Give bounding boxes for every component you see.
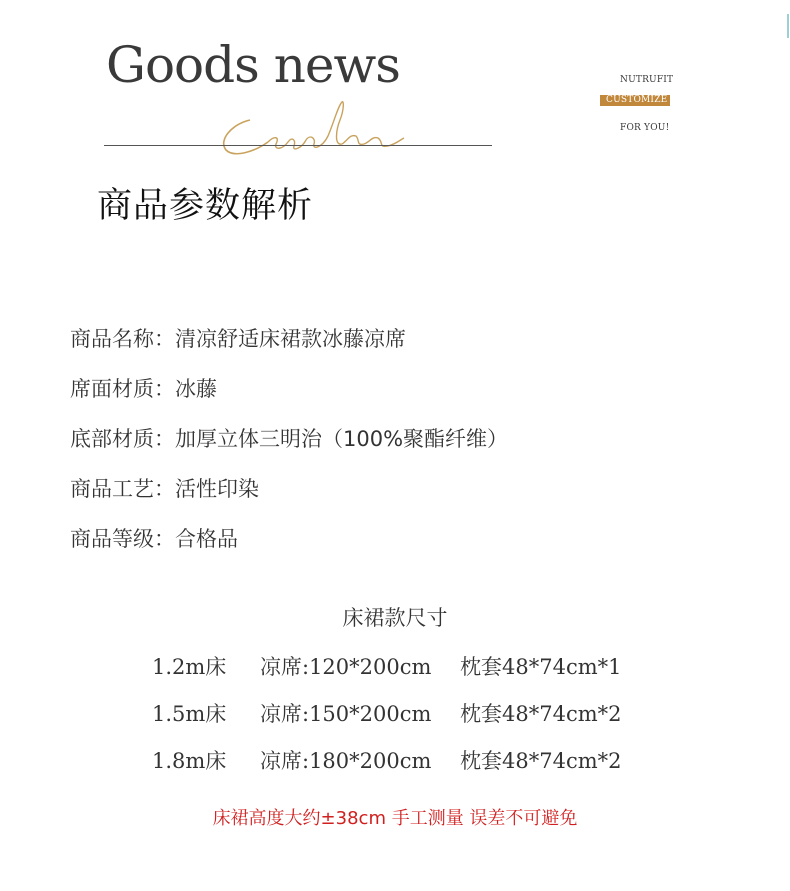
- size-pillow: 枕套48*74cm*2: [460, 749, 622, 773]
- spec-value: 活性印染: [175, 477, 259, 501]
- size-pillow: 枕套48*74cm*1: [460, 655, 622, 679]
- size-mat: 凉席:120*200cm: [260, 655, 432, 679]
- tagline-line-3: FOR YOU!: [620, 123, 670, 133]
- tagline-line-2-highlight: CUSTOMIZE: [600, 95, 670, 106]
- size-mat: 凉席:150*200cm: [260, 702, 432, 726]
- spec-value: 清凉舒适床裙款冰藤凉席: [175, 327, 406, 351]
- spec-label: 商品名称: [70, 327, 154, 351]
- size-bed: 1.8m床: [152, 749, 227, 773]
- size-table: [152, 652, 621, 793]
- spec-label: 席面材质: [70, 377, 154, 401]
- spec-value: 冰藤: [175, 377, 217, 401]
- size-row: [152, 746, 621, 793]
- spec-row-surface-material: [70, 374, 508, 424]
- corner-accent-line: [787, 14, 789, 38]
- spec-row-grade: [70, 524, 508, 574]
- spec-label: 商品工艺: [70, 477, 154, 501]
- brand-underline: [104, 145, 492, 146]
- brand-tagline: [600, 75, 682, 143]
- spec-separator: ：: [154, 527, 175, 551]
- size-pillow: 枕套48*74cm*2: [460, 702, 622, 726]
- spec-label: 商品等级: [70, 527, 154, 551]
- section-heading: 商品参数解析: [97, 186, 314, 226]
- size-row: [152, 699, 621, 746]
- spec-value: 加厚立体三明治（100%聚酯纤维）: [175, 427, 509, 451]
- tagline-line-1: NUTRUFIT: [620, 75, 674, 85]
- spec-value: 合格品: [175, 527, 238, 551]
- spec-separator: ：: [154, 377, 175, 401]
- brand-title: Goods news: [106, 36, 400, 94]
- spec-label: 底部材质: [70, 427, 154, 451]
- size-mat: 凉席:180*200cm: [260, 749, 432, 773]
- spec-separator: ：: [154, 427, 175, 451]
- spec-row-process: [70, 474, 508, 524]
- measurement-note: 床裙高度大约±38cm 手工测量 误差不可避免: [212, 808, 578, 829]
- spec-row-bottom-material: [70, 424, 508, 474]
- spec-row-product-name: [70, 324, 508, 374]
- size-row: [152, 652, 621, 699]
- spec-separator: ：: [154, 477, 175, 501]
- size-bed: 1.5m床: [152, 702, 227, 726]
- spec-separator: ：: [154, 327, 175, 351]
- spec-list: [70, 324, 508, 574]
- size-section-title: 床裙款尺寸: [342, 606, 448, 630]
- brand-script-signature: [210, 96, 410, 160]
- size-bed: 1.2m床: [152, 655, 227, 679]
